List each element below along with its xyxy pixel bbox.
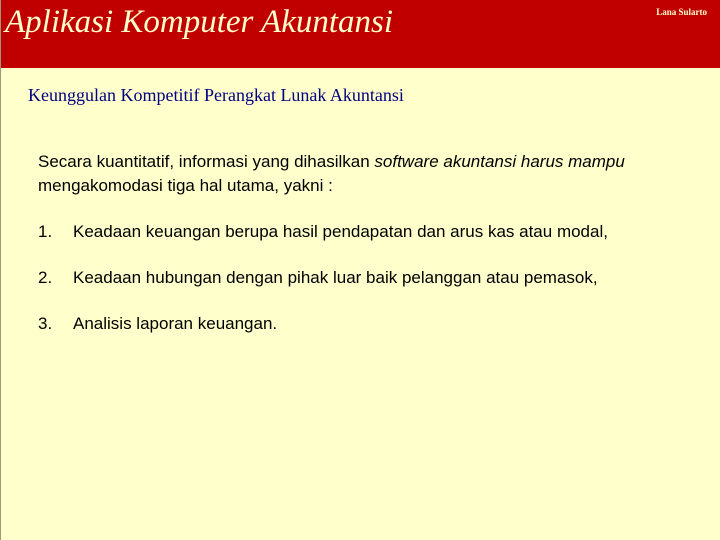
list-item-text: Keadaan keuangan berupa hasil pendapatan dan arus kas atau modal,: [73, 222, 608, 241]
slide-title: Aplikasi Komputer Akuntansi: [5, 4, 394, 40]
list-item-text: Analisis laporan keuangan.: [73, 314, 278, 333]
slide-subtitle: Keunggulan Kompetitif Perangkat Lunak Akuntansi: [28, 85, 404, 105]
intro-paragraph: [38, 150, 678, 198]
list-item-number: 2.: [38, 268, 53, 287]
header-bar: [1, 0, 720, 68]
author-label: Lana Sularto: [656, 7, 707, 17]
intro-text-part1: Secara kuantitatif, informasi yang dihasilkan: [38, 152, 375, 171]
list-item: [38, 266, 678, 290]
list-item-number: 1.: [38, 222, 53, 241]
list-item: [38, 220, 678, 244]
intro-text-part3: mengakomodasi tiga hal utama, yakni :: [38, 176, 333, 195]
list-item: [38, 312, 678, 336]
numbered-list: [38, 220, 678, 336]
intro-text-italic: software akuntansi harus mampu: [374, 152, 625, 171]
list-item-text: Keadaan hubungan dengan pihak luar baik pelanggan atau pemasok,: [73, 268, 598, 287]
list-item-number: 3.: [38, 314, 53, 333]
